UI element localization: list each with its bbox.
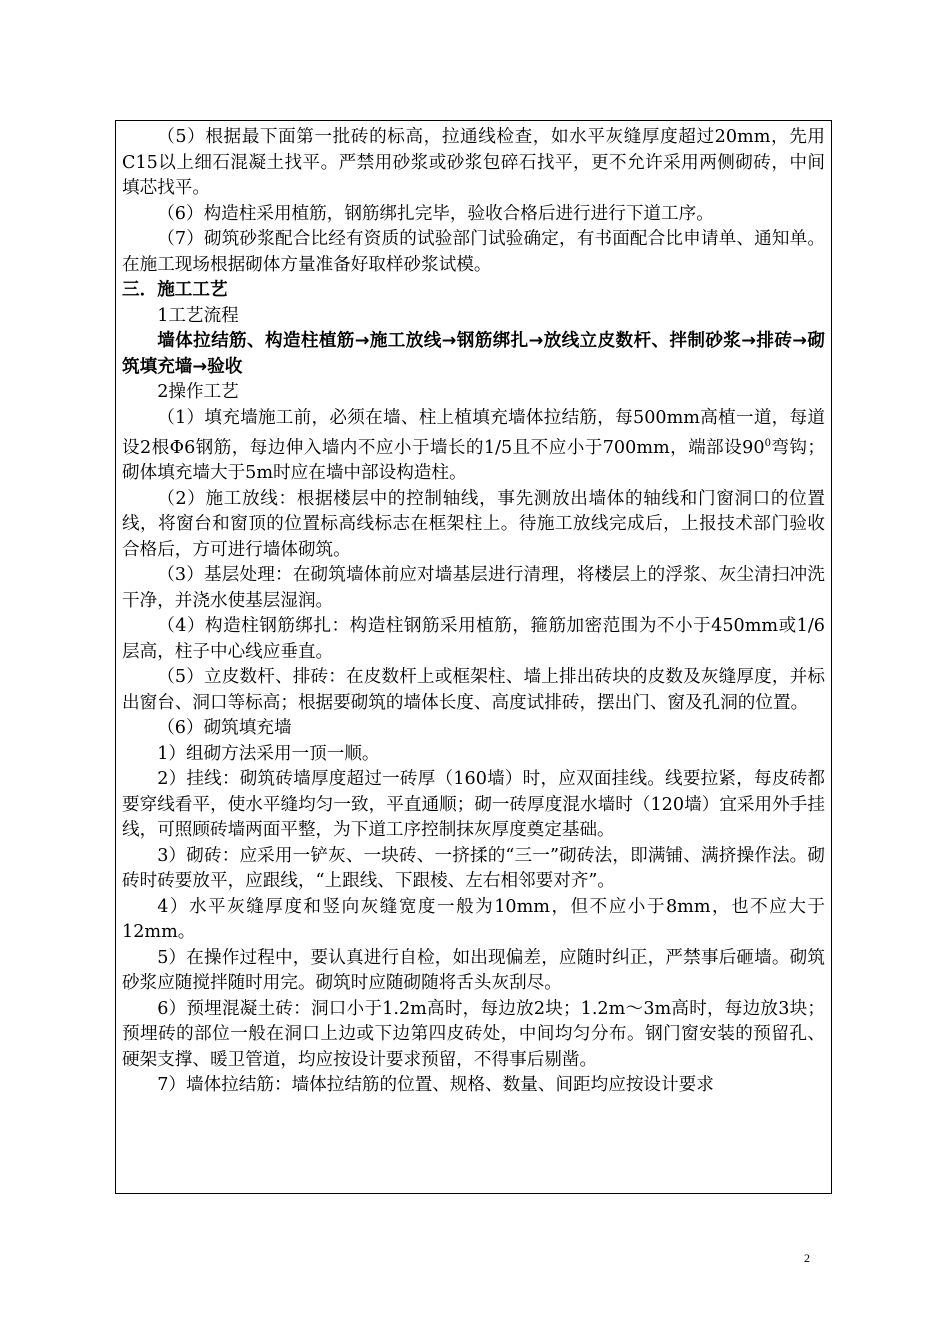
operation-paragraph-2: （2）施工放线：根据楼层中的控制轴线，事先测放出墙体的轴线和门窗洞口的位置线，将窗台和窗顶的位置标高线标志在框架柱上。待施工放线完成后，上报技术部门验收合格后，方可进行墙体砌筑。 [122, 488, 825, 560]
operation-paragraph-3: （3）基层处理：在砌筑墙体前应对墙基层进行清理，将楼层上的浮浆、灰尘清扫冲洗干净，并浇水使基层湿润。 [122, 565, 825, 611]
operation-paragraph-5: （5）立皮数杆、排砖：在皮数杆上或框架柱、墙上排出砖块的皮数及灰缝厚度，并标出窗台、洞口等标高；根据要砌筑的墙体长度、高度试排砖，摆出门、窗及孔洞的位置。 [122, 667, 825, 713]
document-body [122, 125, 825, 1099]
sub-item-4: 4）水平灰缝厚度和竖向灰缝宽度一般为10mm，但不应小于8mm，也不应大于12mm。 [122, 896, 825, 943]
operation-paragraph-1 [122, 406, 825, 487]
paragraph-5: （5）根据最下面第一批砖的标高，拉通线检查，如水平灰缝厚度超过20mm，先用C15以上细石混凝土找平。严禁用砂浆或砂浆包碎石找平，更不允许采用两侧砌砖，中间填芯找平。 [122, 127, 825, 198]
section-heading: 三．施工工艺 [122, 280, 228, 300]
paragraph-7: （7）砌筑砂浆配合比经有资质的试验部门试验确定，有书面配合比申请单、通知单。在施工现场根据砌体方量准备好取样砂浆试模。 [122, 229, 825, 275]
content-frame [115, 120, 832, 1194]
sub-item-1: 1）组砌方法采用一顶一顺。 [157, 743, 380, 764]
page-number: 2 [804, 1251, 810, 1265]
op1-text-end: 弯钩；砌体填充墙大于5m时应在墙中部设构造柱。 [122, 437, 825, 484]
process-flow: 墙体拉结筋、构造柱植筋→施工放线→钢筋绑扎→放线立皮数杆、拌制砂浆→排砖→砌筑填充墙→验收 [122, 331, 825, 377]
paragraph-6: （6）构造柱采用植筋，钢筋绑扎完毕，验收合格后进行进行下道工序。 [157, 203, 714, 224]
sub-item-2: 2）挂线：砌筑砖墙厚度超过一砖厚（160墙）时，应双面挂线。线要拉紧，每皮砖都要穿线看平，使水平缝均匀一致，平直通顺；砌一砖厚度混水墙时（120墙）宜采用外手挂线，可照顾砖墙两面平整，为下道工序控制抹灰厚度奠定基础。 [122, 769, 825, 841]
operation-paragraph-4: （4）构造柱钢筋绑扎：构造柱钢筋采用植筋，箍筋加密范围为不小于450mm或1/6层高，柱子中心线应垂直。 [122, 616, 825, 662]
sub-item-3: 3）砌砖：应采用一铲灰、一块砖、一挤揉的“三一”砌砖法，即满铺、满挤操作法。砌砖时砖要放平，应跟线，“上跟线、下跟棱、左右相邻要对齐”。 [122, 845, 825, 892]
sub-item-5: 5）在操作过程中，要认真进行自检，如出现偏差，应随时纠正，严禁事后砸墙。砌筑砂浆应随搅拌随时用完。砌筑时应随砌随将舌头灰刮尽。 [122, 947, 825, 994]
operation-label: 2操作工艺 [157, 382, 239, 402]
sub-item-7: 7）墙体拉结筋：墙体拉结筋的位置、规格、数量、间距均应按设计要求 [157, 1075, 714, 1096]
sub-item-6: 6）预埋混凝土砖：洞口小于1.2m高时，每边放2块；1.2m～3m高时，每边放3块；预埋砖的部位一般在洞口上边或下边第四皮砖处，中间均匀分布。钢门窗安装的预留孔、硬架支撑、暖卫管道，均应按设计要求预留，不得事后剔凿。 [122, 998, 825, 1070]
process-label: 1工艺流程 [157, 305, 239, 326]
operation-paragraph-6: （6）砌筑填充墙 [157, 718, 292, 739]
op1-text: （1）填充墙施工前，必须在墙、柱上植填充墙体拉结筋，每500mm高植一道，每道设2根Φ6钢筋，每边伸入墙内不应小于墙长的1/5且不应小于700mm，端部设90 [122, 407, 825, 458]
degree-superscript: 0 [764, 438, 771, 449]
